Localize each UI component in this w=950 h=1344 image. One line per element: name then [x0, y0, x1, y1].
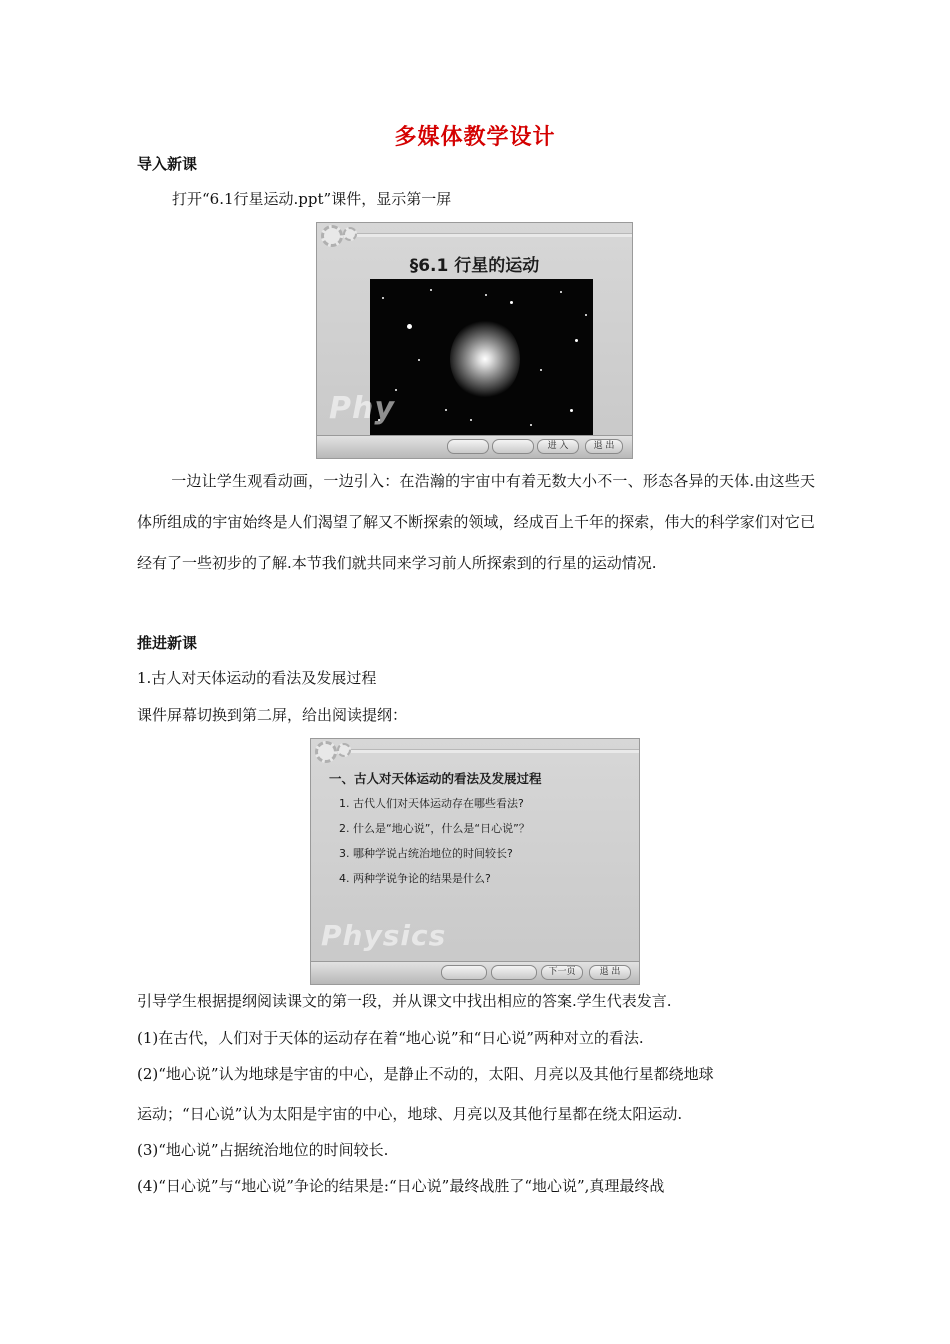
section-heading-advance: 推进新课	[137, 634, 198, 652]
intro-line: 打开“6.1行星运动.ppt”课件，显示第一屏	[172, 190, 452, 208]
outline-item: 1. 古代人们对天体运动存在哪些看法?	[339, 797, 524, 810]
answer-line: (3)“地心说”占据统治地位的时间较长.	[137, 1141, 389, 1159]
subsection-title: 1.古人对天体运动的看法及发展过程	[137, 669, 377, 687]
slide-footer-bar	[311, 961, 639, 984]
star	[510, 301, 513, 304]
reading-outline	[329, 769, 542, 895]
watermark-text: Phy	[329, 391, 395, 426]
slide2-intro-line: 课件屏幕切换到第二屏，给出阅读提纲：	[137, 706, 408, 724]
star	[445, 409, 447, 411]
slide-nav-blank-button	[447, 439, 489, 454]
outline-item: 3. 哪种学说占统治地位的时间较长?	[339, 847, 513, 860]
star	[470, 419, 472, 421]
gear-icon	[343, 227, 357, 241]
galaxy-glow	[450, 319, 520, 399]
star	[430, 289, 432, 291]
slide-top-bar	[357, 233, 632, 237]
star	[540, 369, 542, 371]
slide-top-bar	[351, 749, 639, 753]
gear-icon	[315, 741, 337, 763]
star	[485, 294, 487, 296]
star	[407, 324, 412, 329]
starfield-image	[370, 279, 593, 439]
exit-button: 退 出	[589, 965, 631, 980]
answer-line: (1)在古代，人们对于天体的运动存在着“地心说”和“日心说”两种对立的看法.	[137, 1029, 644, 1047]
slide-screenshot-2	[310, 738, 640, 985]
outline-title: 一、古人对天体运动的看法及发展过程	[329, 771, 542, 786]
outline-item: 2. 什么是“地心说”，什么是“日心说”？	[339, 822, 530, 835]
outline-item: 4. 两种学说争论的结果是什么?	[339, 872, 491, 885]
slide-footer-bar	[317, 435, 632, 458]
star	[560, 291, 562, 293]
answer-line: (4)“日心说”与“地心说”争论的结果是:“日心说”最终战胜了“地心说”,真理最终战	[137, 1177, 665, 1195]
intro-paragraph	[137, 461, 815, 584]
answer-line: 运动；“日心说”认为太阳是宇宙的中心，地球、月亮以及其他行星都在绕太阳运动.	[137, 1105, 683, 1123]
gear-icon	[337, 743, 351, 757]
star	[530, 424, 532, 426]
star	[418, 359, 420, 361]
gear-icon	[321, 225, 343, 247]
star	[395, 389, 397, 391]
page-title: 多媒体教学设计	[394, 125, 556, 150]
next-page-button: 下一页	[541, 965, 583, 980]
star	[575, 339, 578, 342]
section-heading-intro: 导入新课	[137, 155, 198, 173]
slide-screenshot-1	[316, 222, 633, 459]
exit-button: 退 出	[585, 439, 623, 454]
enter-button: 进 入	[537, 439, 579, 454]
slide-title: §6.1 行星的运动	[409, 256, 540, 276]
intro-paragraph-text: 一边让学生观看动画，一边引入：在浩瀚的宇宙中有着无数大小不一、形态各异的天体.由这些天体所组成的宇宙始终是人们渴望了解又不断探索的领域，经成百上千年的探索，伟大的科学家们对它已经有了一些初步的了解.本节我们就共同来学习前人所探索到的行星的运动情况.	[137, 472, 815, 572]
answer-line: (2)“地心说”认为地球是宇宙的中心，是静止不动的，太阳、月亮以及其他行星都绕地球	[137, 1065, 714, 1083]
slide-nav-blank-button	[492, 439, 534, 454]
star	[570, 409, 573, 412]
slide-nav-blank-button	[491, 965, 537, 980]
star	[382, 297, 384, 299]
guide-line: 引导学生根据提纲阅读课文的第一段，并从课文中找出相应的答案.学生代表发言.	[137, 992, 672, 1010]
star	[585, 314, 587, 316]
watermark-text: Physics	[321, 919, 447, 952]
slide-nav-blank-button	[441, 965, 487, 980]
